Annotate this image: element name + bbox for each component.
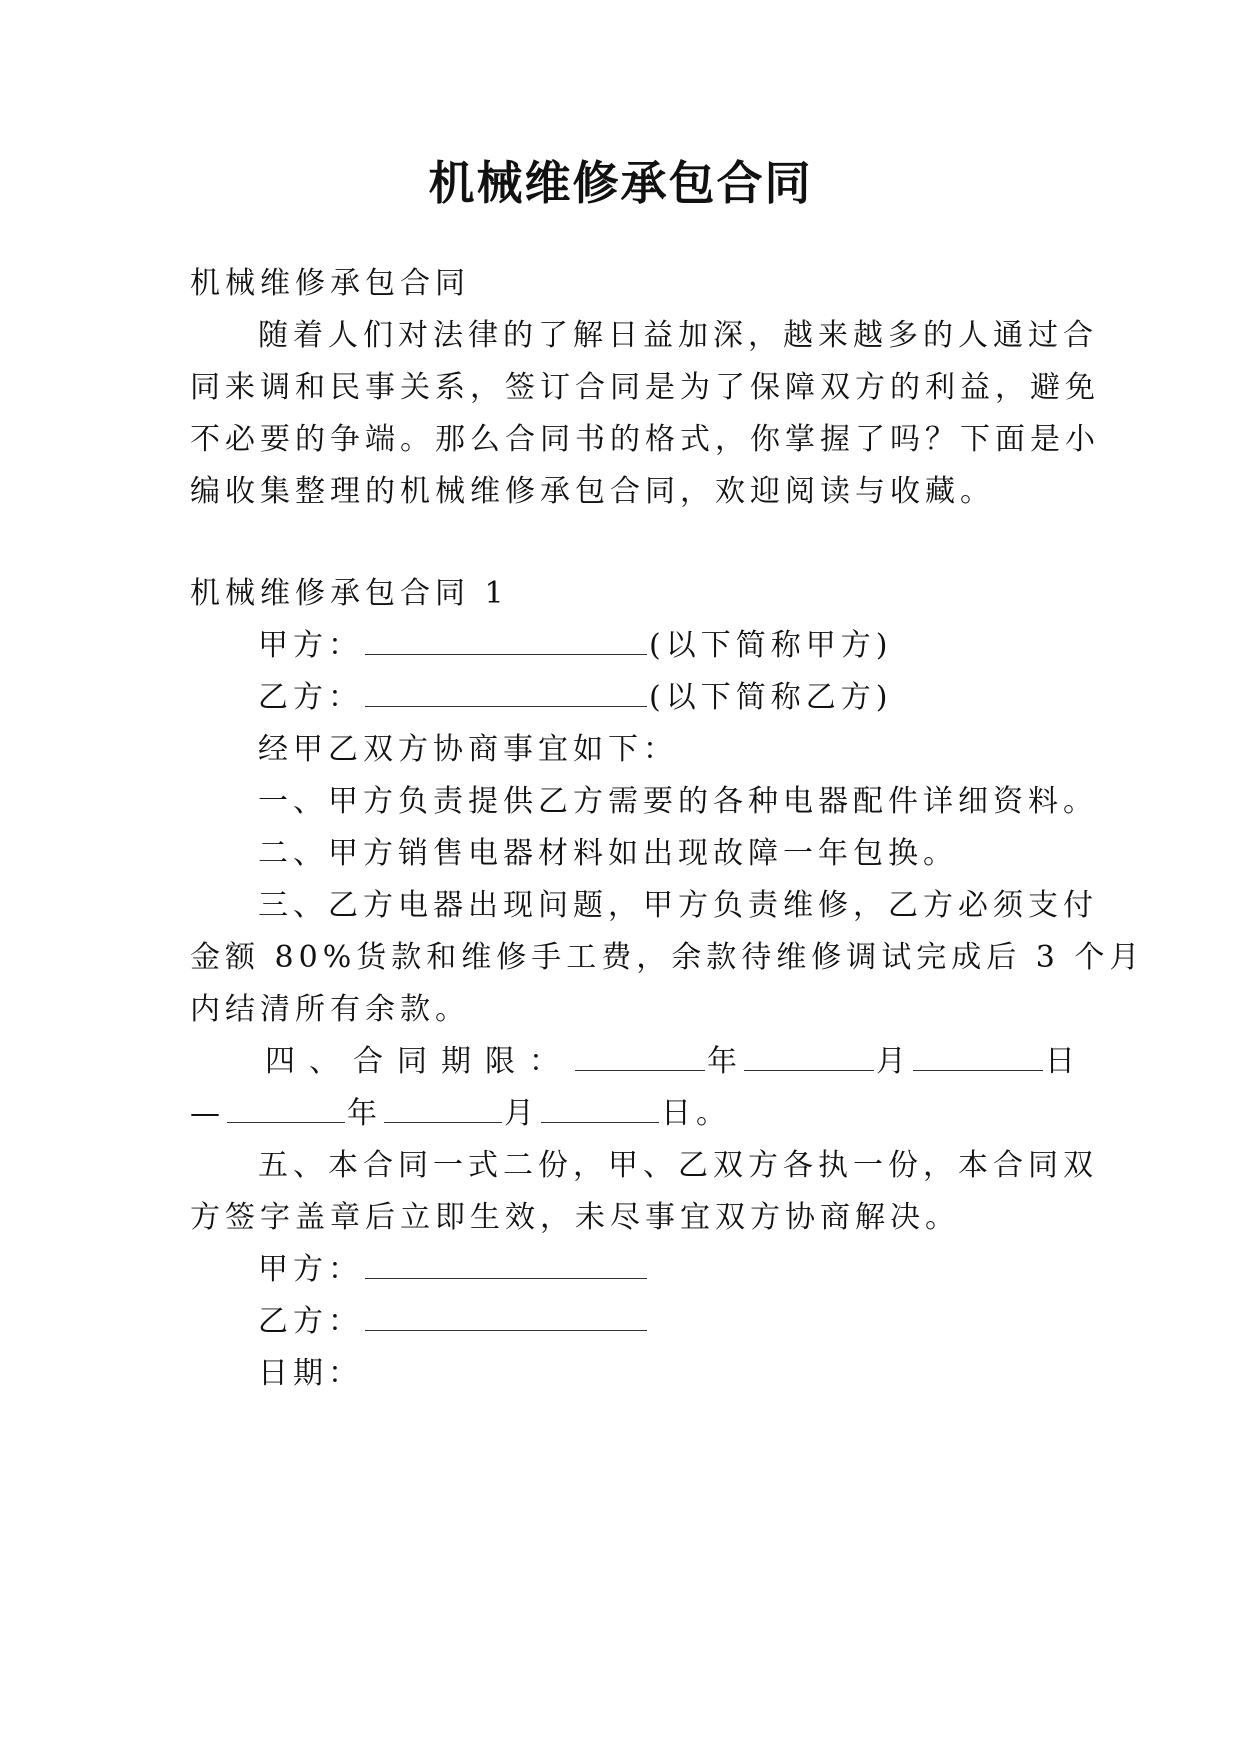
party-a-line <box>258 626 892 666</box>
start-month-label: 月 <box>876 1044 911 1079</box>
end-year-blank <box>227 1094 345 1123</box>
intro-line-3: 不必要的争端。那么合同书的格式，你掌握了吗？下面是小 <box>190 422 1100 457</box>
sign-party-a-blank <box>365 1250 647 1279</box>
party-b-note: (以下简称乙方) <box>649 680 893 715</box>
start-month-blank <box>744 1042 874 1071</box>
clause-3-line-1: 三、乙方电器出现问题，甲方负责维修，乙方必须支付 <box>258 888 1098 923</box>
sign-party-a-label: 甲方： <box>258 1252 363 1287</box>
party-b-line <box>258 678 892 718</box>
clause-4-prefix: 四、合同期限： <box>265 1044 573 1079</box>
document-subtitle: 机械维修承包合同 <box>190 266 470 301</box>
sign-date: 日期： <box>258 1356 363 1391</box>
intro-line-1: 随着人们对法律的了解日益加深，越来越多的人通过合 <box>258 318 1098 353</box>
sign-party-b-blank <box>365 1302 647 1331</box>
agreement-intro: 经甲乙双方协商事宜如下： <box>258 732 678 767</box>
end-day-label: 日。 <box>661 1096 731 1131</box>
party-b-blank <box>365 678 647 707</box>
clause-1: 一、甲方负责提供乙方需要的各种电器配件详细资料。 <box>258 784 1098 819</box>
clause-4-line-1 <box>265 1042 1080 1082</box>
intro-line-2: 同来调和民事关系，签订合同是为了保障双方的利益，避免 <box>190 370 1100 405</box>
section-title: 机械维修承包合同 1 <box>190 576 509 611</box>
clause-3-line-2: 金额 80%货款和维修手工费，余款待维修调试完成后 3 个月 <box>190 940 1145 975</box>
start-year-blank <box>575 1042 705 1071</box>
party-a-note: (以下简称甲方) <box>649 628 893 663</box>
clause-3-line-3: 内结清所有余款。 <box>190 992 470 1027</box>
party-b-label: 乙方： <box>258 680 363 715</box>
end-month-blank <box>384 1094 502 1123</box>
clause-5-line-2: 方签字盖章后立即生效，未尽事宜双方协商解决。 <box>190 1200 960 1235</box>
clause-5-line-1: 五、本合同一式二份，甲、乙双方各执一份，本合同双 <box>258 1148 1098 1183</box>
sign-party-b-label: 乙方： <box>258 1304 363 1339</box>
clause-4-line-2 <box>190 1094 731 1134</box>
end-year-label: 年 <box>347 1096 382 1131</box>
party-a-blank <box>365 626 647 655</box>
end-month-label: 月 <box>504 1096 539 1131</box>
end-day-blank <box>541 1094 659 1123</box>
clause-2: 二、甲方销售电器材料如出现故障一年包换。 <box>258 836 958 871</box>
sign-party-b <box>258 1302 649 1342</box>
document-title: 机械维修承包合同 <box>428 156 813 210</box>
party-a-label: 甲方： <box>258 628 363 663</box>
intro-line-4: 编收集整理的机械维修承包合同，欢迎阅读与收藏。 <box>190 474 995 509</box>
start-day-label: 日 <box>1045 1044 1080 1079</box>
date-dash: — <box>190 1096 225 1131</box>
start-year-label: 年 <box>707 1044 742 1079</box>
sign-party-a <box>258 1250 649 1290</box>
start-day-blank <box>913 1042 1043 1071</box>
